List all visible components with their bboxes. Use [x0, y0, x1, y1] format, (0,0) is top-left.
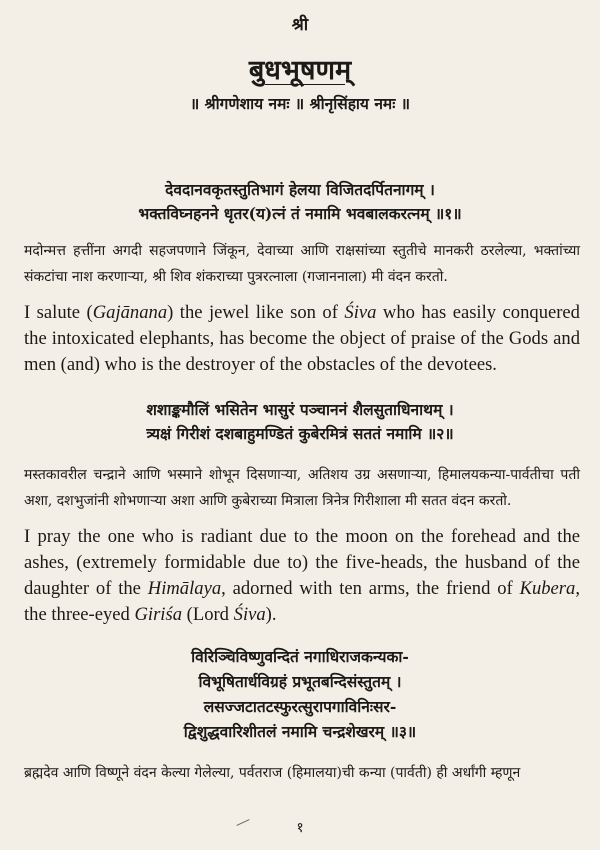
invocation-line: ॥ श्रीगणेशाय नमः ॥ श्रीनृसिंहाय नमः ॥ [189, 94, 411, 113]
title-underline [265, 84, 345, 85]
verse-line: द्विशुद्धवारिशीतलं नमामि चन्द्रशेखरम् ॥३॥ [183, 722, 417, 741]
page-title: बुधभूषणम् [248, 55, 352, 86]
verse-line: शशाङ्कमौलिं भसितेन भासुरं पञ्चाननं शैलसुताधिनाथम् । [146, 400, 454, 419]
verse-line: देवदानवकृतस्तुतिभागं हेलया विजितदर्पितनागम् । [165, 180, 435, 199]
sanskrit-verse-1 [0, 178, 600, 226]
english-translation-1: I salute (Gajānana) the jewel like son of Śiva who has easily conquered the intoxicated elephants, has become the object of praise of the Gods and men (and) who is the destroyer of the obstacles of the devotees. [24, 302, 580, 375]
verse-line: विरिञ्चिविष्णुवन्दितं नगाधिराजकन्यका- [191, 647, 409, 666]
marathi-translation-2: मस्तकावरील चन्द्राने आणि भस्माने शोभून दिसणाऱ्या, अतिशय उग्र असणाऱ्या, हिमालयकन्या-पार्वतीचा पती अशा, दशभुजांनी शोभणाऱ्या अशा आणि कुबेराच्या मित्राला त्रिनेत्र गिरीशाला मी सतत वंदन करतो. [24, 467, 580, 509]
verse-line: भक्तविघ्नहनने धृतर(य)त्नं तं नमामि भवबालकरत्नम् ॥१॥ [138, 204, 462, 223]
english-translation-2: I pray the one who is radiant due to the moon on the forehead and the ashes, (extremely formidable due to) the five-heads, the husband of the daughter of the Himālaya, adorned with ten arms, the friend of Kubera, the three-eyed Giriśa (Lord Śiva). [24, 526, 580, 625]
verse-line: त्र्यक्षं गिरीशं दशबाहुमण्डितं कुबेरमित्रं सततं नमामि ॥२॥ [146, 424, 454, 443]
header-sri: श्री [291, 15, 309, 35]
marathi-translation-1: मदोन्मत्त हत्तींना अगदी सहजपणाने जिंकून, देवाच्या आणि राक्षसांच्या स्तुतीचे मानकरी ठरलेल्या, भक्तांच्या संकटांचा नाश करणाऱ्या, श्री शिव शंकराच्या पुत्ररत्नाला (गजाननाला) मी वंदन करतो. [24, 243, 580, 285]
page-number: १ [296, 820, 304, 836]
sanskrit-verse-2 [0, 398, 600, 446]
sanskrit-verse-3 [0, 644, 600, 744]
verse-line: विभूषितार्धविग्रहं प्रभूतबन्दिसंस्तुतम् । [198, 672, 402, 691]
marathi-translation-3: ब्रह्मदेव आणि विष्णूने वंदन केल्या गेलेल्या, पर्वतराज (हिमालया)ची कन्या (पार्वती) ही अर्धांगी म्हणून [24, 765, 521, 781]
verse-line: लसज्जटातटस्फुरत्सुरापगाविनिःसर- [203, 697, 397, 716]
